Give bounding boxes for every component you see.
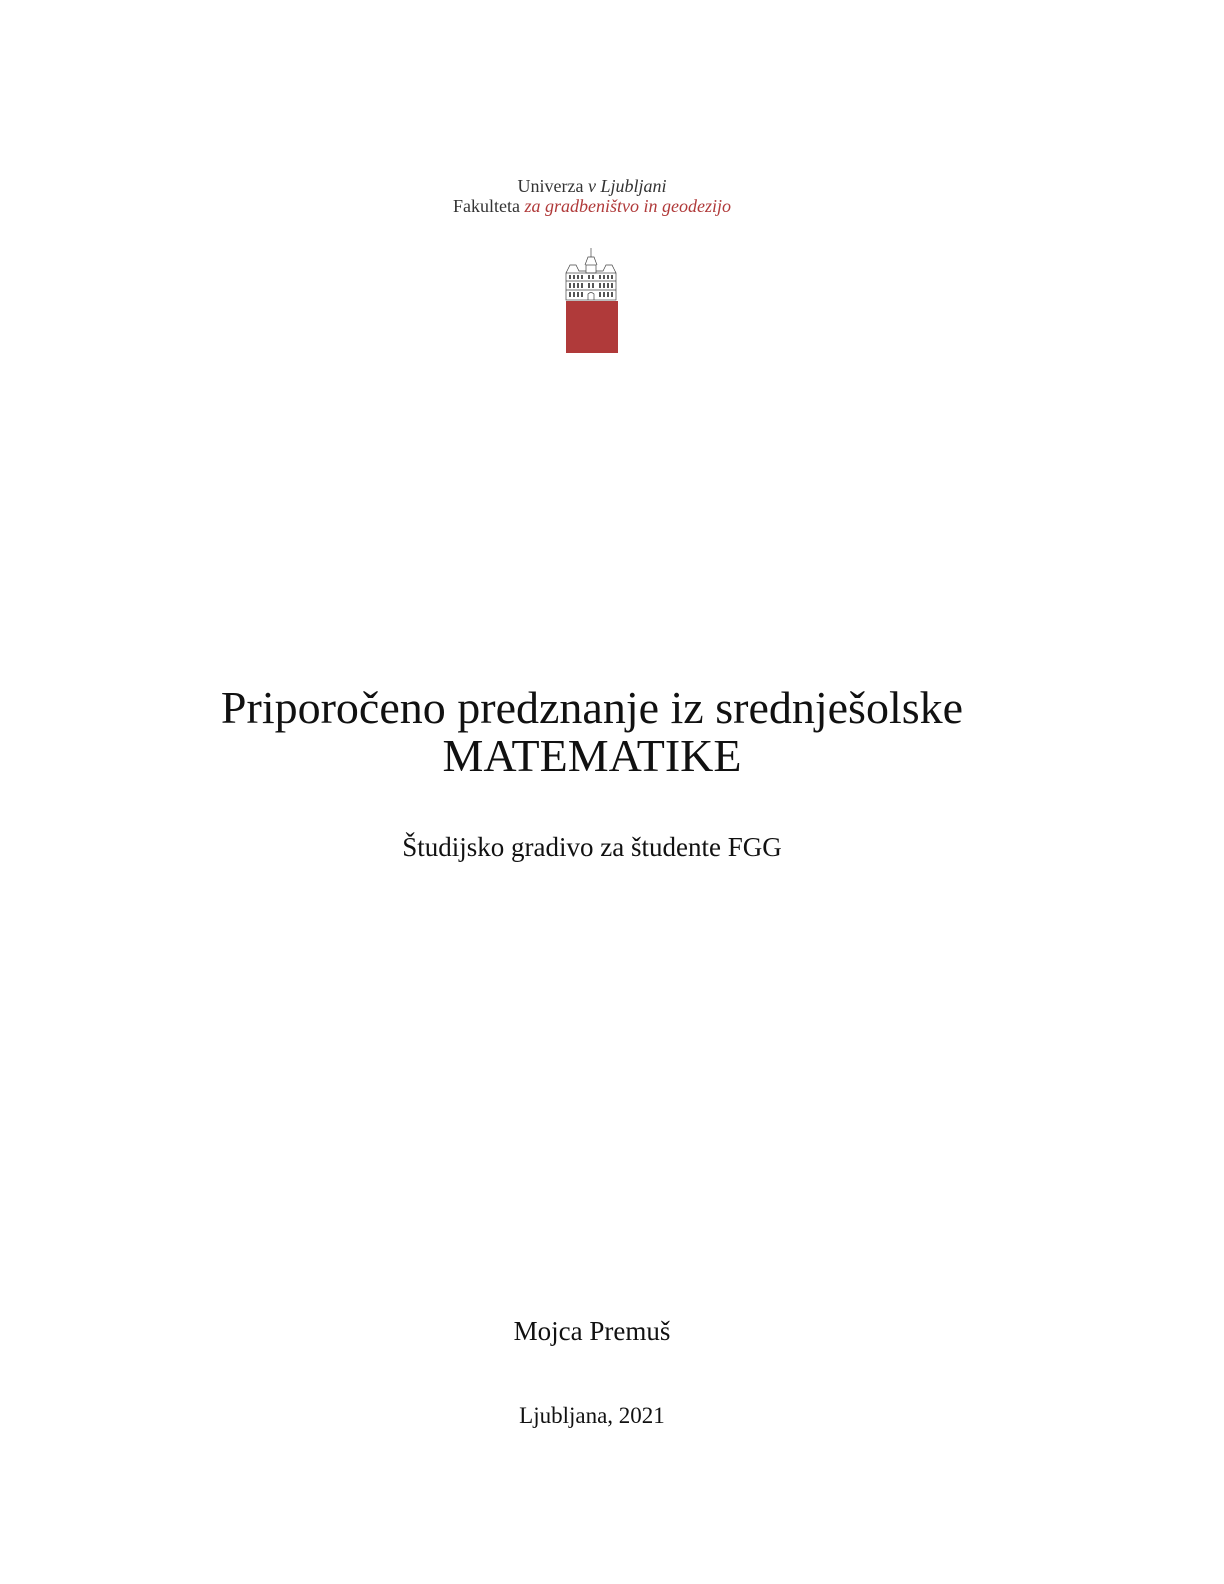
place-and-year: Ljubljana, 2021 — [519, 1403, 665, 1428]
author-name: Mojca Premuš — [513, 1316, 671, 1346]
title-line-1: Priporočeno predznanje iz srednješolske — [220, 682, 964, 733]
institution-header — [0, 176, 1184, 216]
university-name — [0, 176, 1184, 196]
university-suffix: v Ljubljani — [587, 176, 667, 196]
document-title — [0, 684, 1184, 780]
university-building-logo-icon — [564, 247, 618, 353]
university-prefix: Univerza — [517, 176, 584, 196]
document-subtitle: Študijsko gradivo za študente FGG — [402, 832, 782, 862]
faculty-prefix: Fakulteta — [453, 196, 520, 216]
title-line-2: MATEMATIKE — [442, 730, 742, 781]
faculty-name — [0, 196, 1184, 216]
faculty-suffix: za gradbeništvo in geodezijo — [524, 196, 731, 216]
